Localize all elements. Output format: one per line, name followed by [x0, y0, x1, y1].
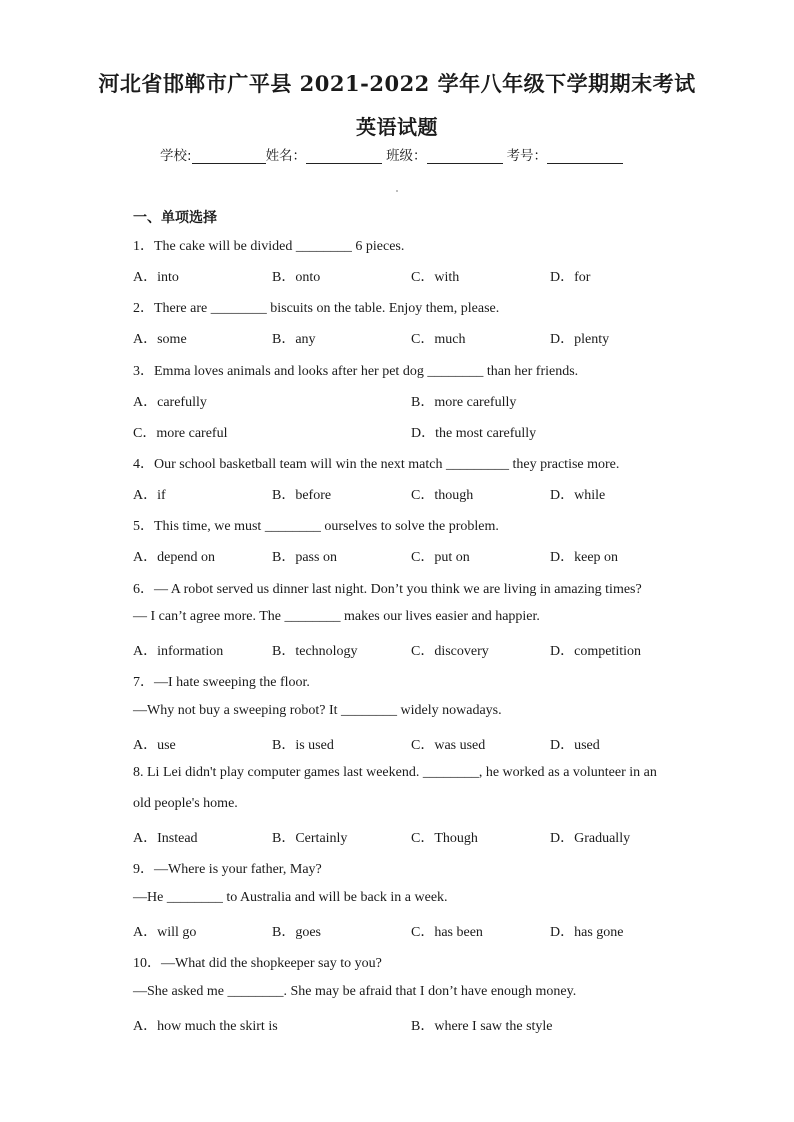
- section-heading: 一、单项选择: [133, 210, 217, 226]
- option-row: [133, 391, 693, 411]
- school-blank[interactable]: [192, 149, 266, 164]
- option-d[interactable]: D．plenty: [550, 332, 610, 347]
- option-c[interactable]: C．has been: [411, 925, 483, 940]
- option-row: [133, 328, 693, 348]
- option-c[interactable]: C．though: [411, 488, 474, 503]
- option-row: [133, 422, 693, 442]
- exam-title: 河北省邯郸市广平县 2021-2022 学年八年级下学期期末考试: [98, 71, 696, 96]
- option-a[interactable]: A．information: [133, 644, 224, 659]
- question-stem: 4．Our school basketball team will win the next match _________ they practise more.: [133, 457, 620, 472]
- question-stem-line: —Why not buy a sweeping robot? It ________ widely nowadays.: [133, 703, 502, 718]
- name-label: 姓名：: [265, 148, 307, 164]
- question-stem: 9．—Where is your father, May?: [133, 862, 322, 877]
- option-b[interactable]: B．onto: [272, 270, 321, 285]
- option-c[interactable]: C．was used: [411, 738, 486, 753]
- question-stem: 7．—I hate sweeping the floor.: [133, 675, 310, 690]
- option-a[interactable]: A．use: [133, 738, 176, 753]
- option-d[interactable]: D．has gone: [550, 925, 624, 940]
- option-c[interactable]: C．Though: [411, 831, 478, 846]
- class-blank[interactable]: [427, 149, 503, 164]
- class-label: 班级：: [386, 148, 427, 164]
- option-a[interactable]: A．how much the skirt is: [133, 1019, 278, 1034]
- option-c[interactable]: C．put on: [411, 550, 470, 565]
- option-b[interactable]: B．where I saw the style: [411, 1019, 553, 1034]
- option-b[interactable]: B．any: [272, 332, 316, 347]
- option-b[interactable]: B．goes: [272, 925, 321, 940]
- option-a[interactable]: A．will go: [133, 925, 197, 940]
- option-a[interactable]: A．Instead: [133, 831, 198, 846]
- option-a[interactable]: A．some: [133, 332, 187, 347]
- question-stem-line: old people's home.: [133, 796, 238, 811]
- number-blank[interactable]: [547, 149, 623, 164]
- question-stem: 1．The cake will be divided ________ 6 pieces.: [133, 239, 405, 254]
- option-d[interactable]: D．competition: [550, 644, 641, 659]
- option-c[interactable]: C．more careful: [133, 426, 228, 441]
- question-stem-line: —He ________ to Australia and will be back in a week.: [133, 890, 448, 905]
- question-stem: 10．—What did the shopkeeper say to you?: [133, 956, 382, 971]
- option-c[interactable]: C．discovery: [411, 644, 489, 659]
- option-row: [133, 1015, 693, 1035]
- option-row: [133, 484, 693, 504]
- option-b[interactable]: B．Certainly: [272, 831, 348, 846]
- option-b[interactable]: B．pass on: [272, 550, 337, 565]
- scan-dot: [396, 190, 398, 192]
- option-c[interactable]: C．with: [411, 270, 460, 285]
- option-a[interactable]: A．depend on: [133, 550, 216, 565]
- option-a[interactable]: A．carefully: [133, 395, 207, 410]
- option-d[interactable]: D．Gradually: [550, 831, 631, 846]
- school-label: 学校:: [160, 148, 192, 164]
- option-b[interactable]: B．before: [272, 488, 332, 503]
- question-stem: 2．There are ________ biscuits on the table. Enjoy them, please.: [133, 301, 500, 316]
- option-d[interactable]: D．for: [550, 270, 591, 285]
- question-stem: 5．This time, we must ________ ourselves to solve the problem.: [133, 519, 499, 534]
- question-stem-line: —She asked me ________. She may be afraid that I don’t have enough money.: [133, 984, 577, 999]
- option-d[interactable]: D．used: [550, 738, 600, 753]
- option-d[interactable]: D．the most carefully: [411, 426, 537, 441]
- option-row: [133, 266, 693, 286]
- option-b[interactable]: B．more carefully: [411, 395, 517, 410]
- question-stem: 3．Emma loves animals and looks after her pet dog ________ than her friends.: [133, 364, 579, 379]
- student-info-line: [160, 144, 680, 164]
- name-blank[interactable]: [306, 149, 382, 164]
- option-d[interactable]: D．keep on: [550, 550, 619, 565]
- option-a[interactable]: A．into: [133, 270, 179, 285]
- number-label: 考号：: [506, 148, 548, 164]
- option-c[interactable]: C．much: [411, 332, 466, 347]
- question-stem-line: — I can’t agree more. The ________ makes our lives easier and happier.: [133, 609, 540, 624]
- question-stem: 6．— A robot served us dinner last night. Don’t you think we are living in amazing times?: [133, 582, 642, 597]
- option-b[interactable]: B．technology: [272, 644, 358, 659]
- option-d[interactable]: D．while: [550, 488, 606, 503]
- option-b[interactable]: B．is used: [272, 738, 334, 753]
- option-row: [133, 921, 693, 941]
- option-row: [133, 827, 693, 847]
- exam-subtitle: 英语试题: [356, 115, 438, 139]
- question-stem: 8. Li Lei didn't play computer games last weekend. ________, he worked as a volunteer in an: [133, 765, 657, 780]
- option-row: [133, 546, 693, 566]
- option-a[interactable]: A．if: [133, 488, 166, 503]
- option-row: [133, 734, 693, 754]
- option-row: [133, 640, 693, 660]
